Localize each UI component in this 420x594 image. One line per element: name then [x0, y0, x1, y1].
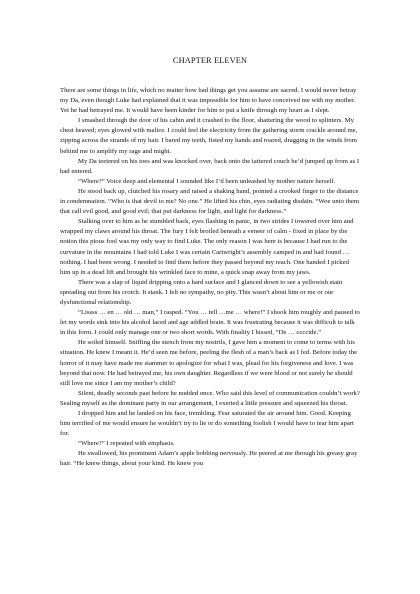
paragraph: He soiled himself. Sniffing the stench from my nostrils, I gave him a moment to come to terms with his situation. He knew I meant it. He’d seen me before, peeling the flesh of a man’s back as I fed. Before today the horror of it may have made me stammer to apologize for what I was, plead for his forgiveness and love. I was beyond that now. He had betrayed me, his own daughter. Regardless if we were blood or not surely he should still love me since I am my mother’s child?	[60, 339, 358, 387]
paragraph: He stood back up, clutched his rosary and raised a shaking hand, pointed a crooked finger to the distance in condemnation. “Who is that devil to me? No one.” He lifted his chin, eyes radiating disdain. “Woe unto them that call evil good, and good evil; that put darkness for light, and light for darkness.”	[60, 187, 360, 216]
paragraph: I smashed through the door of his cabin and it crashed to the floor, shattering the wood to splinters. My chest heaved; eyes glowed with malice. I could feel the electricity from the gathering storm crackle around me, zipping across the strands of my hair. I bared my teeth, fisted my hands and roared, dragging in the winds from behind me to amplify my rage and might.	[60, 117, 358, 155]
paragraph: Stalking over to him as he stumbled back, eyes flashing in panic, in two strides I towered over him and wrapped my claws around his throat. The fury I felt broiled beneath a veneer of calm - fixed in place by the notion this pious fool was my only way to find Luke. The only reason I was here is because I had run to the curvature in the mountains I had told Luke I was certain Cartwright’s assembly camped in and had found … nothing. I had been wrong. I needed to find them before they passed beyond my reach. One handed I picked him up in a dead lift and brought his wrinkled face to mine, a quick snap away from my jaws.	[60, 218, 354, 276]
paragraph: “Lissss … en … old … man,” I rasped. “You … tell …me … where!” I shook him roughly and paused to let my words sink into his alcohol laced and age addled brain. It was frustrating because it was difficult to talk in this form. I could only manage one or two short words. With finality I hissed, “De … ccccide.”	[60, 309, 360, 337]
paragraph: There was a slap of liquid dripping onto a hard surface and I glanced down to see a yellowish stain spreading out from his crotch. It stank. I felt no sympathy, no pity. This wasn’t about him or me or our dysfunctional relationship.	[60, 278, 343, 306]
paragraph: I dropped him and he landed on his face, trembling. Fear saturated the air around him. Good. Keeping him terrified of me would ensure he wouldn’t try to lie or do something foolish I would have to tear him apart for.	[60, 410, 354, 438]
paragraph: “Where?” Voice deep and elemental I sounded like I’d been unleashed by mother nature herself.	[78, 177, 336, 185]
paragraph: My Da teetered on his toes and was knocked over, back onto the tattered couch he’d jumped up from as I had entered.	[60, 157, 360, 175]
chapter-title: CHAPTER ELEVEN	[172, 56, 248, 65]
paragraph: There are some things in life, which no matter how bad things get you assume are sacred. I would never betray my Da, even though Luke had explained that it was impossible for him to have conceived me with my mother. Yet he had betrayed me. It would have been kinder for him to put a knife through my heart as I slept.	[60, 87, 357, 115]
chapter-body	[60, 86, 360, 470]
paragraph: Silent, deadly seconds past before he nodded once. Who said this level of communication couldn’t work? Sealing myself as the dominant party in our arrangement, I exerted a little pressure and squeezed his throat.	[60, 389, 360, 407]
paragraph: “Where?” I repeated with emphasis.	[78, 440, 175, 448]
paragraph: He swallowed, his prominent Adam’s apple bobbing nervously. He peered at me through his greasy gray hair. “He knew things, about your kind. He knew you	[60, 450, 358, 468]
